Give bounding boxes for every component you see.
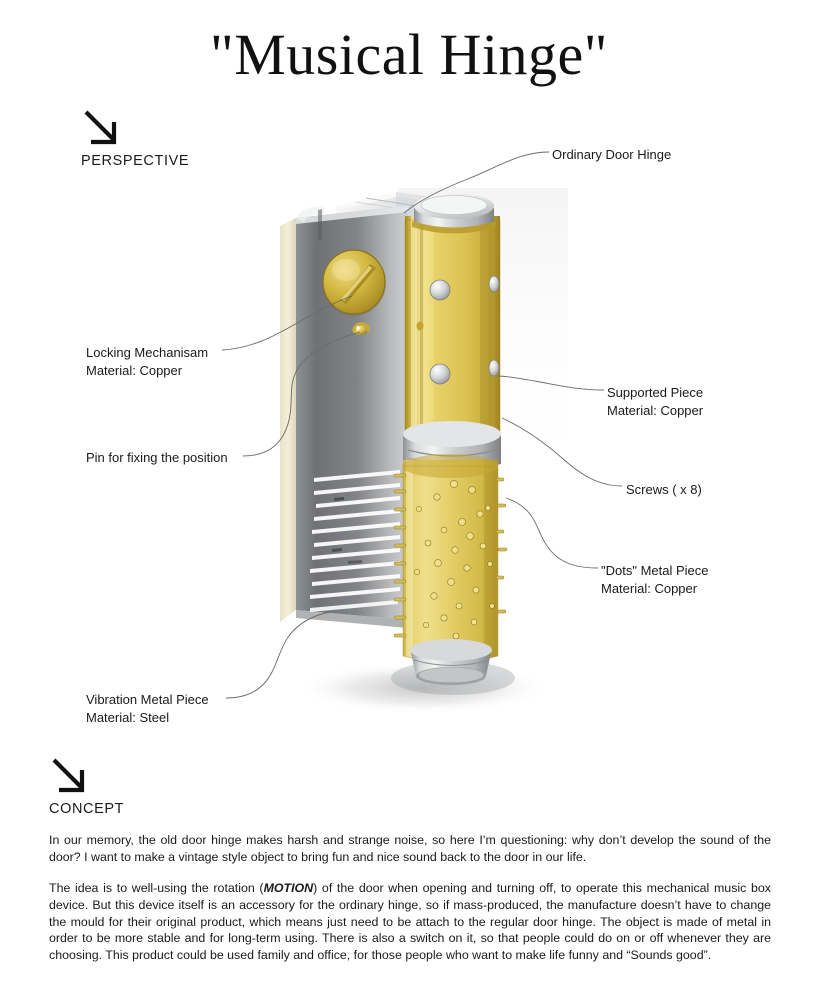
section-marker-perspective [81, 108, 189, 170]
page-title: "Musical Hinge" [210, 22, 608, 87]
product-render-perspective [248, 178, 588, 738]
concept-p2-after: ) of the door when opening and turning off, to operate this mechanical music box device. But this device itself is an accessory for the ordinary hinge, so if mass-produced, the manufacture doesn’t have to change the mould for their original product, which means just need to be attach to the regular door hinge. The object is made of metal in order to be more stable and for long-term using. There is also a switch on it, so that people could do on or off whenever they are choosing. This product could be used family and office, for those people who want to make life funny and “Sounds good”. [49, 881, 771, 962]
callout-locking-mechanism [86, 344, 208, 379]
concept-p2-emphasis: MOTION [263, 881, 314, 896]
callout-screws [626, 481, 702, 499]
callout-line-1: Locking Mechanisam [86, 345, 209, 360]
callout-line-1: "Dots" Metal Piece [601, 563, 709, 578]
callout-dots-metal-piece [601, 562, 709, 597]
callout-line-1: Screws ( x 8) [626, 482, 702, 497]
arrow-down-right-corner-icon [49, 756, 93, 800]
callout-ordinary-door-hinge [552, 146, 671, 164]
callout-line-1: Supported Piece [607, 385, 704, 400]
callout-pin-fixing-position [86, 449, 228, 467]
callout-line-2: Material: Copper [86, 362, 183, 378]
section-label-concept: CONCEPT [49, 801, 125, 817]
section-marker-concept [49, 756, 124, 818]
concept-paragraph-1: In our memory, the old door hinge makes harsh and strange noise, so here I’m questioning: why don’t develop the sound of the door? I want to make a vintage style object to bring fun and nice sound back to the door in our life. [49, 833, 771, 864]
concept-paragraph-2 [49, 880, 771, 963]
callout-supported-piece [607, 384, 703, 419]
callout-vibration-metal-piece [86, 691, 209, 726]
callout-line-1: Pin for fixing the position [86, 450, 228, 465]
section-label-perspective: PERSPECTIVE [81, 153, 190, 169]
callout-line-2: Material: Copper [607, 402, 704, 418]
callout-line-1: Vibration Metal Piece [86, 692, 209, 707]
callout-line-2: Material: Copper [601, 580, 698, 596]
concept-p2-before: The idea is to well-using the rotation ( [49, 881, 264, 896]
callout-line-1: Ordinary Door Hinge [552, 147, 672, 162]
arrow-down-right-corner-icon [81, 108, 125, 152]
callout-line-2: Material: Steel [86, 709, 170, 725]
